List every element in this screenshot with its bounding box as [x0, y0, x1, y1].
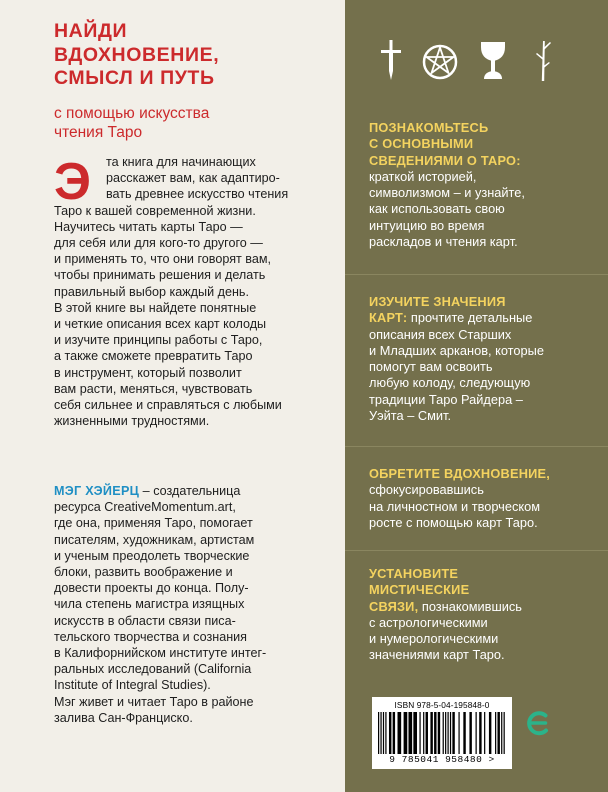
- author-bio-line: чила степень магистра изящных: [54, 597, 245, 612]
- barcode-bar: [476, 712, 477, 754]
- feature-line: [369, 466, 604, 482]
- barcode-bar: [495, 712, 496, 754]
- feature-text: краткой историей,: [369, 168, 477, 184]
- barcode-bar: [497, 712, 499, 754]
- author-bio-line: блоки, развить воображение и: [54, 565, 233, 580]
- feature-line: [369, 566, 604, 582]
- barcode-bar: [501, 712, 502, 754]
- subtitle-line: с помощью искусства: [54, 105, 210, 122]
- barcode-bar: [438, 712, 440, 754]
- barcode-bar: [469, 712, 471, 754]
- cover-title: [54, 20, 344, 91]
- feature-heading: СВЯЗИ,: [369, 598, 419, 614]
- pentacle-icon: [420, 38, 460, 82]
- feature-text: помогут вам освоить: [369, 359, 493, 375]
- feature-line: [369, 185, 604, 201]
- feature-line: [369, 218, 604, 234]
- title-line: СМЫСЛ И ПУТЬ: [54, 67, 215, 89]
- barcode-bar: [434, 712, 436, 754]
- barcode-bar: [426, 712, 428, 754]
- intro-line: расскажет вам, как адаптиро-: [106, 171, 280, 186]
- barcode-bar: [484, 712, 485, 754]
- feature-text: интуицию во время: [369, 217, 485, 233]
- feature-line: [369, 169, 604, 185]
- intro-line: вам расти, меняться, чувствовать: [54, 381, 253, 396]
- feature-text: сфокусировавшись: [369, 482, 484, 498]
- author-name: МЭГ ХЭЙЕРЦ: [54, 484, 140, 498]
- barcode-bar: [398, 712, 402, 754]
- wand-icon: [530, 38, 556, 82]
- feature-line: [369, 310, 604, 326]
- feature-line: [369, 120, 604, 136]
- barcode-bar: [447, 712, 448, 754]
- feature-text: символизмом – и узнайте,: [369, 185, 525, 201]
- feature-line: [369, 201, 604, 217]
- feature-heading: СВЕДЕНИЯМИ О ТАРО:: [369, 152, 521, 168]
- feature-heading: С ОСНОВНЫМИ: [369, 136, 474, 152]
- author-bio: [54, 483, 340, 726]
- feature-text: раскладов и чтения карт.: [369, 234, 518, 250]
- feature-block: [369, 294, 604, 424]
- intro-line: Таро к вашей современной жизни.: [54, 203, 256, 218]
- section-divider: [345, 446, 608, 447]
- author-bio-line: тельского творчества и сознания: [54, 629, 248, 644]
- intro-line: Научитесь читать карты Таро —: [54, 219, 243, 234]
- feature-text: на личностном и творческом: [369, 498, 541, 514]
- author-bio-text: – создательница: [139, 484, 241, 498]
- drop-cap: [54, 159, 104, 203]
- feature-heading: ОБРЕТИТЕ ВДОХНОВЕНИЕ,: [369, 466, 551, 481]
- author-bio-line: Institute of Integral Studies).: [54, 678, 211, 693]
- feature-text: познакомившись: [418, 598, 522, 614]
- feature-text: Уэйта – Смит.: [369, 408, 452, 424]
- isbn-barcode: [372, 697, 512, 769]
- barcode-bar: [504, 712, 505, 754]
- barcode-bar: [383, 712, 384, 754]
- author-bio-line: ральных исследований (California: [54, 662, 252, 677]
- author-bio-line: ресурса CreativeMomentum.art,: [54, 500, 236, 515]
- author-bio-line: в Калифорнийском институте интег-: [54, 646, 267, 661]
- title-line: ВДОХНОВЕНИЕ,: [54, 43, 220, 66]
- feature-heading: ПОЗНАКОМЬТЕСЬ: [369, 120, 489, 135]
- barcode-bar: [380, 712, 381, 754]
- title-line: НАЙДИ: [54, 20, 128, 42]
- feature-line: [369, 582, 604, 598]
- feature-line: [369, 482, 604, 498]
- feature-text: и нумерологическими: [369, 631, 499, 647]
- intro-line: и изучите принципы работы с Таро,: [54, 333, 263, 348]
- feature-line: [369, 153, 604, 169]
- intro-line: в инструмент, который позволит: [54, 365, 242, 380]
- feature-text: росте с помощью карт Таро.: [369, 514, 538, 530]
- author-bio-line: где она, применяя Таро, помогает: [54, 516, 253, 531]
- cover-subtitle: [54, 105, 344, 142]
- feature-line: [369, 408, 604, 424]
- intro-line: В этой книге вы найдете понятные: [54, 300, 257, 315]
- feature-heading: ИЗУЧИТЕ ЗНАЧЕНИЯ: [369, 294, 506, 309]
- feature-line: [369, 375, 604, 391]
- intro-line: для себя или для кого-то другого —: [54, 236, 263, 251]
- feature-line: [369, 392, 604, 408]
- feature-text: традиции Таро Райдера –: [369, 391, 523, 407]
- barcode-bar: [463, 712, 465, 754]
- feature-text: значениями карт Таро.: [369, 647, 505, 663]
- intro-paragraph: [54, 154, 340, 429]
- feature-line: [369, 599, 604, 615]
- barcode-digits: 9 785041 958480 >: [389, 754, 495, 765]
- feature-heading: КАРТ:: [369, 310, 408, 326]
- intro-line: вать древнее искусство чтения: [106, 187, 289, 202]
- barcode-bar: [489, 712, 491, 754]
- section-divider: [345, 274, 608, 275]
- feature-line: [369, 631, 604, 647]
- feature-block: [369, 120, 604, 250]
- feature-line: [369, 359, 604, 375]
- barcode-bars: [378, 712, 506, 754]
- feature-line: [369, 499, 604, 515]
- intro-line: та книга для начинающих: [106, 155, 256, 169]
- isbn-text: ISBN 978-5-04-195848-0: [394, 700, 490, 710]
- subtitle-line: чтения Таро: [54, 123, 143, 141]
- feature-text: описания всех Старших: [369, 326, 512, 342]
- barcode-bar: [378, 712, 379, 754]
- feature-line: [369, 515, 604, 531]
- feature-heading: УСТАНОВИТЕ: [369, 566, 459, 581]
- barcode-bar: [404, 712, 408, 754]
- barcode-bar: [419, 712, 420, 754]
- feature-text: как использовать свою: [369, 201, 505, 217]
- intro-line: и четкие описания всех карт колоды: [54, 317, 267, 332]
- intro-line: а также сможете превратить Таро: [54, 349, 253, 364]
- feature-text: с астрологическими: [369, 614, 488, 630]
- barcode-bar: [458, 712, 459, 754]
- feature-text: любую колоду, следующую: [369, 375, 531, 391]
- author-bio-first-line: [54, 483, 340, 499]
- barcode-bar: [445, 712, 446, 754]
- barcode-bar: [443, 712, 444, 754]
- barcode-bar: [430, 712, 432, 754]
- author-bio-line: Мэг живет и читает Таро в районе: [54, 694, 254, 709]
- feature-line: [369, 234, 604, 250]
- author-bio-line: писателям, художникам, артистам: [54, 532, 255, 547]
- intro-line: жизненными трудностями.: [54, 414, 210, 429]
- sword-icon: [378, 38, 404, 82]
- feature-line: [369, 136, 604, 152]
- barcode-bar: [389, 712, 391, 754]
- author-bio-line: довести проекты до конца. Полу-: [54, 581, 249, 596]
- barcode-bar: [423, 712, 424, 754]
- barcode-bar: [450, 712, 451, 754]
- feature-text: прочтите детальные: [407, 310, 533, 326]
- intro-line: правильный выбор каждый день.: [54, 284, 249, 299]
- barcode-bar: [385, 712, 386, 754]
- feature-heading: МИСТИЧЕСКИЕ: [369, 582, 470, 598]
- author-bio-line: и ученым преодолеть творческие: [54, 548, 250, 563]
- barcode-bar: [413, 712, 417, 754]
- feature-line: [369, 294, 604, 310]
- feature-block: [369, 566, 604, 664]
- drop-cap-letter: Э: [54, 159, 91, 203]
- feature-line: [369, 343, 604, 359]
- feature-text: и Младших арканов, которые: [369, 342, 544, 358]
- eksmo-logo-icon: [525, 707, 551, 739]
- section-divider: [345, 550, 608, 551]
- barcode-bar: [408, 712, 412, 754]
- barcode-bar: [452, 712, 454, 754]
- author-bio-line: залива Сан-Франциско.: [54, 710, 193, 725]
- intro-line: и применять то, что они говорят вам,: [54, 252, 272, 267]
- author-bio-line: искусств в области связи писа-: [54, 613, 236, 628]
- feature-block: [369, 466, 604, 531]
- feature-line: [369, 647, 604, 663]
- intro-line: чтобы принимать решения и делать: [54, 268, 266, 283]
- barcode-bar: [393, 712, 395, 754]
- barcode-bar: [479, 712, 481, 754]
- chalice-icon: [478, 38, 508, 82]
- intro-line: себя сильнее и справляться с любыми: [54, 398, 282, 413]
- feature-line: [369, 615, 604, 631]
- feature-line: [369, 327, 604, 343]
